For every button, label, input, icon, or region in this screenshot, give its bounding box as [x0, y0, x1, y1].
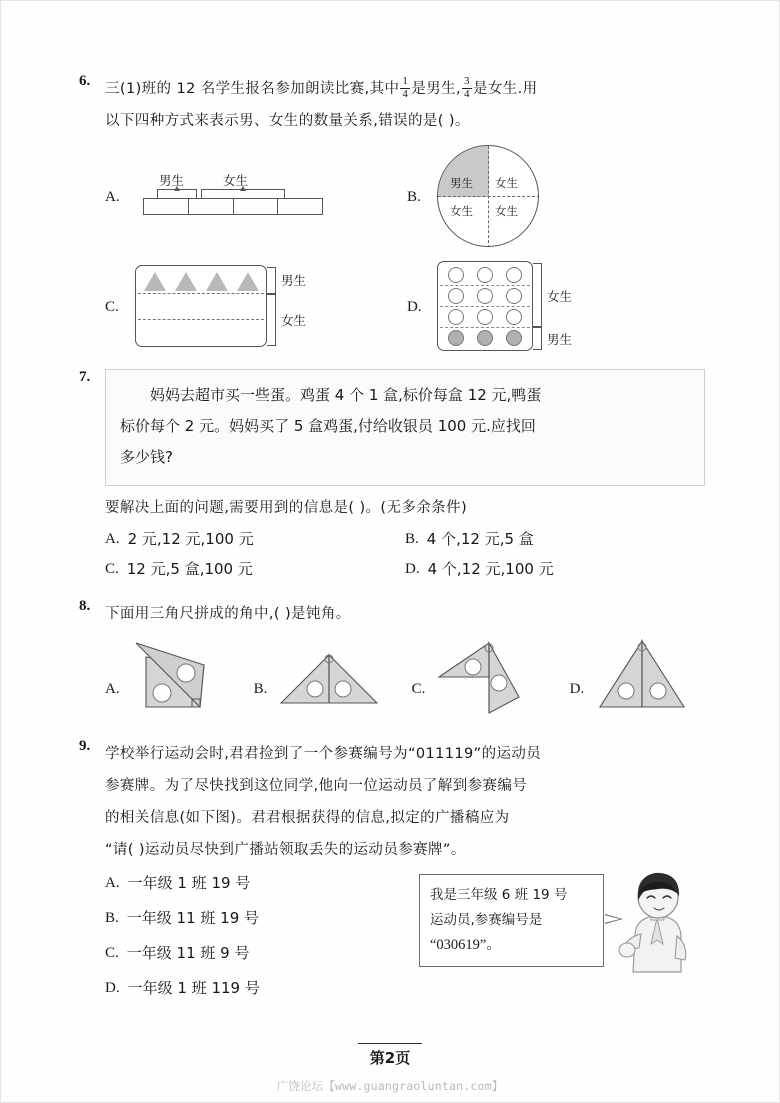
- q7-passage-line-1: 妈妈去超市买一些蛋。鸡蛋 4 个 1 盒,标价每盒 12 元,鸭蛋: [150, 386, 542, 404]
- triangle-row-empty: [139, 295, 263, 321]
- option-7-C-label: C.: [105, 560, 119, 577]
- bar-brace-boys: [157, 189, 197, 198]
- option-9-A-text: 一年级 1 班 19 号: [127, 874, 251, 892]
- question-6-stem-line-1: [105, 73, 709, 105]
- option-7-D-label: D.: [405, 560, 420, 577]
- bar-brace-girls: [201, 189, 285, 198]
- triangle-filled: [206, 272, 228, 291]
- question-6-options-row-1: [105, 145, 709, 249]
- option-7-B-label: B.: [405, 530, 419, 547]
- circle-empty: [477, 309, 493, 325]
- question-9-illustration: [409, 866, 709, 986]
- question-9-stem-line-1: 学校举行运动会时,君君捡到了一个参赛编号为“011119”的运动员: [105, 746, 542, 762]
- option-9-A-label: A.: [105, 875, 120, 891]
- circle-filled: [477, 330, 493, 346]
- triangle-filled: [237, 272, 259, 291]
- bar-brace-boys-label: 男生: [159, 173, 185, 188]
- option-6-A[interactable]: [105, 174, 407, 220]
- triangle-empty: [206, 324, 228, 343]
- option-6-D[interactable]: [407, 261, 709, 353]
- option-8-C[interactable]: [412, 635, 570, 722]
- option-9-C-text: 一年级 11 班 9 号: [126, 944, 250, 962]
- option-9-C-label: C.: [105, 945, 119, 961]
- option-7-C-text: 12 元,5 盒,100 元: [126, 560, 253, 578]
- option-6-C[interactable]: [105, 265, 407, 349]
- option-6-D-label: D.: [407, 298, 422, 315]
- question-8-options: [105, 636, 709, 722]
- triangle-empty: [144, 324, 166, 343]
- bar-model-diagram: [135, 174, 333, 220]
- circle-filled: [506, 330, 522, 346]
- q7-option-row-2: [105, 554, 709, 584]
- page-number: 第2页: [358, 1043, 422, 1068]
- question-7: [79, 369, 709, 584]
- option-8-C-label: C.: [411, 681, 426, 697]
- triangle-empty: [175, 299, 197, 318]
- option-8-D[interactable]: [570, 635, 709, 722]
- circle-label-top-right: 女生: [495, 176, 518, 190]
- circle-quadrant-diagram: [437, 145, 541, 249]
- fraction-three-quarters: $\frac{3}{4}$: [464, 75, 470, 100]
- option-8-B-label: B.: [253, 681, 268, 697]
- question-9-bottom: [105, 866, 709, 1006]
- option-9-B[interactable]: [105, 901, 260, 936]
- option-7-B-text: 4 个,12 元,5 盒: [426, 530, 534, 548]
- q7-option-row-1: [105, 524, 709, 554]
- option-8-B[interactable]: [254, 637, 412, 722]
- page-content: [79, 73, 709, 1010]
- triangle-empty: [237, 324, 259, 343]
- triangle-brace-top: [267, 267, 276, 294]
- circle-label-bottom-right: 女生: [495, 204, 518, 218]
- option-9-B-text: 一年级 11 班 19 号: [126, 909, 260, 927]
- ruler-figure-b: [275, 637, 385, 722]
- question-6-options-row-2: [105, 261, 709, 353]
- triangle-divider-1: [138, 293, 264, 294]
- question-7-number: 7.: [79, 369, 91, 385]
- q6-stem-part-a: 三(1)班的 12 名学生报名参加朗读比赛,其中: [105, 81, 400, 97]
- option-6-C-label: C.: [105, 298, 119, 315]
- option-9-B-label: B.: [105, 910, 119, 926]
- circle-grid-diagram: [437, 261, 627, 353]
- question-9: [79, 738, 709, 1006]
- ruler-figure-a: [128, 637, 224, 722]
- triangle-row-shaded: [139, 268, 263, 294]
- triangle-filled: [175, 272, 197, 291]
- triangle-label-girls: 女生: [281, 313, 307, 328]
- option-7-D-text: 4 个,12 元,100 元: [427, 560, 554, 578]
- circle-empty: [506, 267, 522, 283]
- q6-stem-part-c: 是女生.用: [472, 81, 538, 97]
- option-6-A-label: A.: [105, 188, 120, 205]
- q7-passage-line-3: 多少钱?: [120, 448, 173, 466]
- circle-label-girls: 女生: [547, 289, 573, 304]
- circle-label-top-left: 男生: [450, 176, 473, 190]
- triangle-empty: [175, 324, 197, 343]
- bar-brace-girls-label: 女生: [223, 173, 249, 188]
- option-7-C[interactable]: [105, 554, 405, 584]
- option-8-A[interactable]: [105, 637, 254, 722]
- circle-filled: [448, 330, 464, 346]
- option-9-A[interactable]: [105, 866, 260, 901]
- option-9-D[interactable]: [105, 971, 260, 1006]
- option-6-B[interactable]: [407, 145, 709, 249]
- circle-outline: [437, 145, 539, 247]
- option-8-A-label: A.: [105, 681, 120, 697]
- circle-empty: [448, 288, 464, 304]
- circle-brace-girls: [533, 263, 542, 327]
- speech-bubble-line-1: 我是三年级 6 班 19 号: [430, 887, 568, 903]
- question-8-stem: 下面用三角尺拼成的角中,( )是钝角。: [105, 606, 351, 622]
- q7-prompt: 要解决上面的问题,需要用到的信息是( )。(无多余条件): [105, 500, 468, 516]
- option-6-B-label: B.: [407, 188, 421, 205]
- circle-row-empty: [441, 285, 529, 306]
- circle-horizontal-divider: [438, 196, 539, 197]
- circle-empty: [448, 309, 464, 325]
- question-6-options: [105, 145, 709, 353]
- circle-label-bottom-left: 女生: [450, 204, 473, 218]
- speech-bubble-line-3: “030619”。: [430, 937, 501, 953]
- triangle-filled: [144, 272, 166, 291]
- q6-stem-part-b: 是男生,: [411, 81, 462, 97]
- watermark-text: 广饶论坛【www.guangraoluntan.com】: [276, 1079, 504, 1093]
- question-9-stem-line-3: 的相关信息(如下图)。君君根据获得的信息,拟定的广播稿应为: [105, 810, 510, 826]
- question-8-number: 8.: [79, 598, 91, 614]
- triangle-empty: [206, 299, 228, 318]
- page-footer: [1, 1043, 779, 1068]
- circle-empty: [448, 267, 464, 283]
- bar-segments: [143, 198, 323, 215]
- circle-empty: [477, 288, 493, 304]
- circle-row-empty: [441, 306, 529, 327]
- option-7-D[interactable]: [405, 554, 705, 584]
- question-9-stem-line-2: 参赛牌。为了尽快找到这位同学,他向一位运动员了解到参赛编号: [105, 778, 528, 794]
- student-illustration-icon: [615, 868, 701, 979]
- question-6-stem-line-2: 以下四种方式来表示男、女生的数量关系,错误的是( )。: [105, 113, 470, 129]
- option-8-D-label: D.: [569, 681, 585, 697]
- option-7-A[interactable]: [105, 524, 405, 554]
- ruler-figure-c: [433, 635, 537, 722]
- speech-bubble: [419, 874, 604, 967]
- question-9-options: [105, 866, 260, 1006]
- triangle-brace-bottom: [267, 294, 276, 346]
- option-7-A-label: A.: [105, 530, 120, 547]
- q7-passage-line-2: 标价每个 2 元。妈妈买了 5 盒鸡蛋,付给收银员 100 元.应找回: [120, 417, 536, 435]
- question-7-options: [105, 492, 709, 584]
- triangle-row-empty: [139, 320, 263, 346]
- circle-brace-boys: [533, 327, 542, 350]
- question-8: [79, 598, 709, 722]
- question-7-passage-box: [105, 369, 705, 486]
- question-9-number: 9.: [79, 738, 91, 754]
- bar-segment: [278, 199, 322, 214]
- speech-bubble-line-2: 运动员,参赛编号是: [430, 912, 543, 928]
- question-9-stem-line-4: “请( )运动员尽快到广播站领取丢失的运动员参赛牌”。: [105, 842, 466, 858]
- circle-label-boys: 男生: [547, 332, 573, 347]
- circle-empty: [477, 267, 493, 283]
- fraction-one-quarter: $\frac{1}{4}$: [402, 75, 409, 100]
- question-6: [79, 73, 709, 353]
- bar-segment: [144, 199, 189, 214]
- option-9-C[interactable]: [105, 936, 260, 971]
- triangle-grid-diagram: [135, 265, 325, 349]
- circle-row-empty: [441, 264, 529, 285]
- triangle-label-boys: 男生: [281, 273, 307, 288]
- triangle-empty: [144, 299, 166, 318]
- circle-row-filled: [441, 327, 529, 348]
- triangle-empty: [237, 299, 259, 318]
- bar-segment: [189, 199, 234, 214]
- circle-empty: [506, 288, 522, 304]
- option-9-D-label: D.: [105, 980, 120, 996]
- circle-empty: [506, 309, 522, 325]
- option-7-B[interactable]: [405, 524, 705, 554]
- question-6-number: 6.: [79, 73, 91, 89]
- option-7-A-text: 2 元,12 元,100 元: [127, 530, 254, 548]
- bar-segment: [234, 199, 279, 214]
- option-9-D-text: 一年级 1 班 119 号: [127, 979, 260, 997]
- ruler-figure-d: [592, 635, 692, 722]
